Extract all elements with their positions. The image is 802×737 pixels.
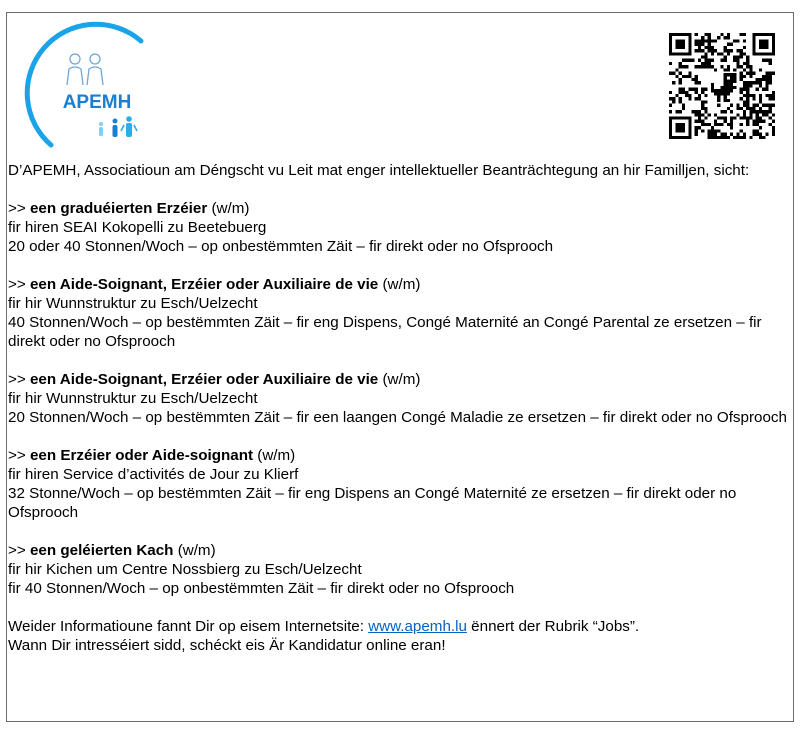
job-5-suffix: (w/m) [173, 542, 216, 559]
job-1-details: 20 oder 40 Stonnen/Woch – op onbestëmmten Zäit – fir direkt oder no Ofsprooch [8, 238, 554, 255]
job-5-title: een geléierten Kach [29, 542, 174, 559]
job-4-title: een Erzéier oder Aide-soignant [29, 447, 254, 464]
job-2-details: 40 Stonnen/Woch – op bestëmmten Zäit – fir eng Dispens, Congé Maternité an Congé Parental ze ersetzen – fir direkt oder no Ofsprooch [8, 314, 762, 350]
job-4-prefix: >> [8, 447, 30, 464]
job-3-prefix: >> [8, 371, 30, 388]
job-2-prefix: >> [8, 276, 30, 293]
outline-people-icon [67, 54, 103, 85]
job-4-place: fir hiren Service d’activités de Jour zu Klierf [8, 466, 299, 483]
info-text-after: ënnert der Rubrik “Jobs”. [466, 618, 640, 635]
job-3-title: een Aide-Soignant, Erzéier oder Auxiliaire de vie [29, 371, 379, 388]
logo-text: APEMH [62, 92, 132, 113]
job-1-suffix: (w/m) [207, 200, 250, 217]
job-2-title: een Aide-Soignant, Erzéier oder Auxiliaire de vie [29, 276, 379, 293]
job-1-place: fir hiren SEAI Kokopelli zu Beetebuerg [8, 219, 267, 236]
ad-frame [6, 12, 794, 722]
job-2-place: fir hir Wunnstruktur zu Esch/Uelzecht [8, 295, 258, 312]
info-text-before: Weider Informatioune fannt Dir op eisem Internetsite: [8, 618, 369, 635]
family-figures-icon [99, 116, 137, 137]
job-4-suffix: (w/m) [253, 447, 296, 464]
job-1-title: een graduéierten Erzéier [29, 200, 208, 217]
footer-paragraph [8, 617, 790, 655]
job-5-place: fir hir Kichen um Centre Nossbierg zu Esch/Uelzecht [8, 561, 362, 578]
job-5-details: fir 40 Stonnen/Woch – op onbestëmmten Zäit – fir direkt oder no Ofsprooch [8, 580, 515, 597]
job-1-prefix: >> [8, 200, 30, 217]
job-3-place: fir hir Wunnstruktur zu Esch/Uelzecht [8, 390, 258, 407]
job-3-suffix: (w/m) [378, 371, 421, 388]
qr-code-icon [669, 33, 775, 139]
job-5 [8, 541, 790, 598]
job-listing [8, 161, 790, 655]
job-4-details: 32 Stonne/Woch – op bestëmmten Zäit – fir eng Dispens an Congé Maternité ze ersetzen – fir direkt oder no Ofsprooch [8, 485, 737, 521]
job-3 [8, 370, 790, 427]
website-link[interactable]: www.apemh.lu [368, 618, 467, 635]
intro-paragraph: D’APEMH, Associatioun am Déngscht vu Leit mat enger intellektueller Beanträchtegung an hir Familljen, sicht: [8, 162, 750, 179]
job-4 [8, 446, 790, 522]
job-2-suffix: (w/m) [378, 276, 421, 293]
apemh-logo [11, 17, 161, 153]
job-5-prefix: >> [8, 542, 30, 559]
job-3-details: 20 Stonnen/Woch – op bestëmmten Zäit – fir een laangen Congé Maladie ze ersetzen – fir direkt oder no Ofsprooch [8, 409, 787, 426]
job-1 [8, 199, 790, 256]
apply-text: Wann Dir intresséiert sidd, schéckt eis Är Kandidatur online eran! [8, 637, 446, 654]
job-2 [8, 275, 790, 351]
